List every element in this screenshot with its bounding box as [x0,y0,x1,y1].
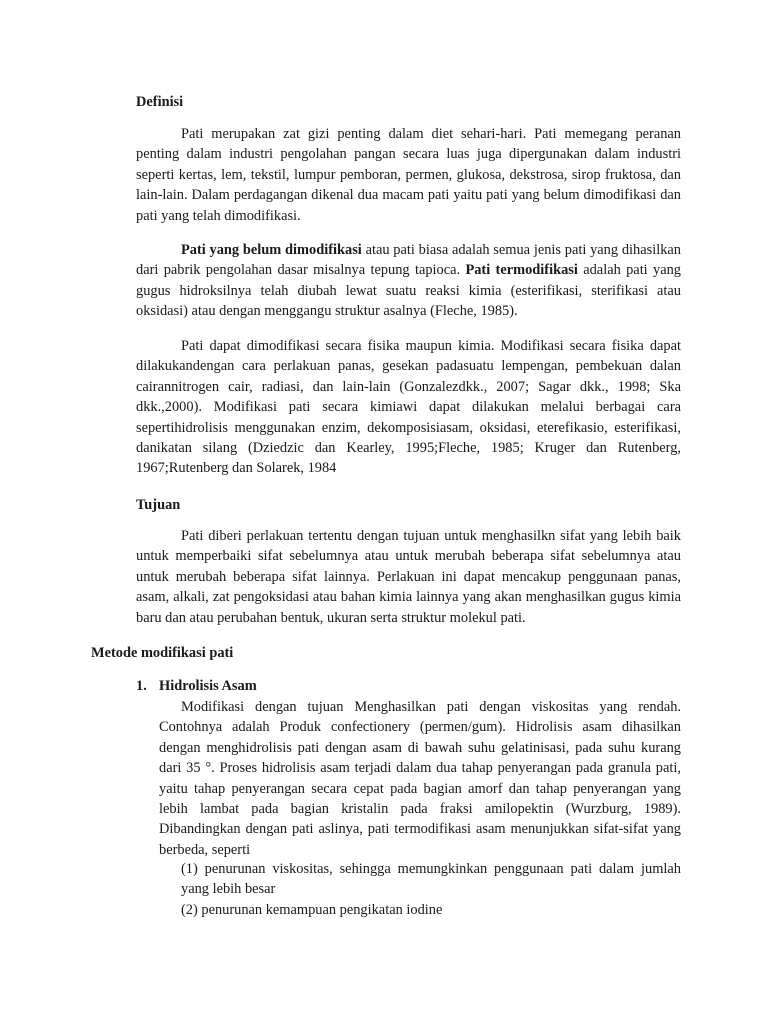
list-subitem-1: (1) penurunan viskositas, sehingga memungkinkan penggunaan pati dalam jumlah yang lebih besar [181,861,681,898]
paragraph-definisi-1: Pati merupakan zat gizi penting dalam diet sehari-hari. Pati memegang peranan penting dalam industri pengolahan pangan secara luas juga dipergunakan dalam industri seperti kertas, lem, tekstil, lumpur pemboran, permen, glukosa, dekstrosa, sirop fruktosa, dan lain-lain. Dalam perdagangan dikenal dua macam pati yaitu pati yang belum dimodifikasi dan pati yang telah dimodifikasi. [136,126,681,224]
paragraph-definisi-2-text-2: adalah pati yang gugus hidroksilnya telah diubah lewat suatu reaksi kimia (esterifikasi, sterifikasi atau oksidasi) atau dengan menggangu struktur asalnya (Fleche, 1985). [136,262,681,320]
term-pati-belum-dimodifikasi: Pati yang belum dimodifikasi [181,242,362,258]
term-pati-termodifikasi: Pati termodifikasi [465,262,578,279]
heading-definisi: Definisi [136,94,184,110]
paragraph-tujuan: Pati diberi perlakuan tertentu dengan tujuan untuk menghasilkn sifat yang lebih baik untuk memperbaiki sifat sebelumnya atau untuk merubah beberapa sifat sebelumnya atau untuk merubah beberapa sifat lainnya. Perlakuan ini dapat mencakup penggunaan panas, asam, alkali, zat pengoksidasi atau bahan kimia lainnya yang akan menghasilkan gugus kimia baru dan atau perubahan bentuk, ukuran serta struktur molekul pati. [136,528,681,626]
paragraph-definisi-3: Pati dapat dimodifikasi secara fisika maupun kimia. Modifikasi secara fisika dapat dilakukandengan cara perlakuan panas, gesekan padasuatu lempengan, pembekuan dalan cairannitrogen cair, radiasi, dan lain-lain (Gonzalezdkk., 2007; Sagar dkk., 1998; Ska dkk.,2000). Modifikasi pati secara kimiawi dapat dilakukan melalui berbagai cara sepertihidrolisis menggunakan enzim, dekomposisiasam, oksidasi, eterefikasio, esterifikasi, danikatan silang (Dziedzic dan Kearley, 1995;Fleche, 1985; Kruger dan Rutenberg, 1967;Rutenberg dan Solarek, 1984 [136,338,681,477]
list-subitem-2: (2) penurunan kemampuan pengikatan iodine [181,902,443,918]
list-number-1: 1. [136,678,147,694]
heading-metode-modifikasi: Metode modifikasi pati [91,645,234,661]
paragraph-definisi-2-text-1: atau pati biasa adalah semua jenis pati yang dihasilkan dari pabrik pengolahan dasar misalnya tepung tapioca. [136,242,681,279]
paragraph-hidrolisis-asam: Modifikasi dengan tujuan Menghasilkan pati dengan viskositas yang rendah. Contohnya adalah Produk confectionery (permen/gum). Hidrolisis asam dihasilkan dengan menghidrolisis pati dengan asam di bawah suhu gelatinisasi, pada suhu kurang dari 35 °. Proses hidrolisis asam terjadi dalam dua tahap penyerangan pada granula pati, yaitu tahap penyerangan secara cepat pada bagian amorf dan tahap penyerangan yang lebih lambat pada bagian kristalin pada fraksi amilopektin (Wurzburg, 1989). Dibandingkan dengan pati aslinya, pati termodifikasi asam menunjukkan sifat-sifat yang berbeda, seperti [159,699,681,858]
heading-tujuan: Tujuan [136,497,181,513]
paragraph-definisi-2 [136,240,681,322]
list-item-title-hidrolisis-asam: Hidrolisis Asam [159,678,257,694]
